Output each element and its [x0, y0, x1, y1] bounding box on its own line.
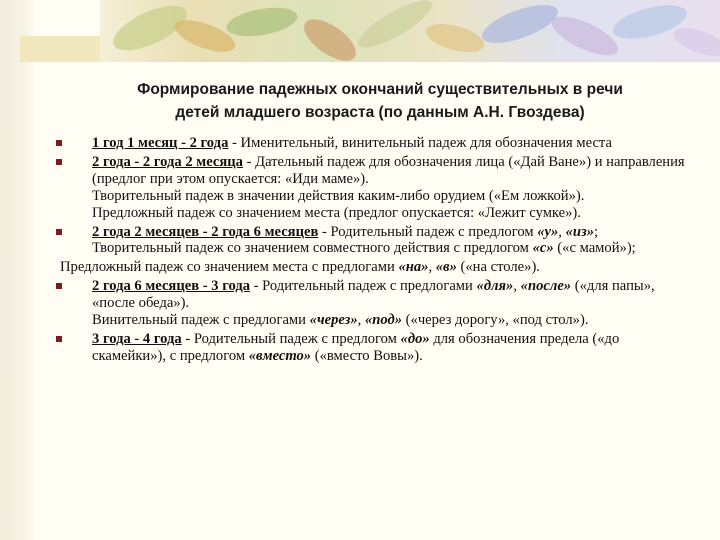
age-period: 2 года - 2 года 2 месяца [92, 153, 243, 170]
age-period: 3 года - 4 года [92, 330, 182, 347]
preposition: «для» [476, 278, 514, 295]
preposition: «на» [398, 259, 429, 276]
preposition: «под» [364, 312, 403, 329]
item-text: , [357, 312, 365, 329]
item-text: Винительный падеж с предлогами [92, 312, 310, 329]
item-text: - Родительный падеж с предлогом [181, 330, 401, 347]
square-bullet-icon [56, 140, 62, 146]
list-item [92, 135, 690, 152]
item-text: - Дательный падеж для обозначения лица («Дай Ване») и направления (предлог при этом опускается: «Иди маме»). [92, 153, 685, 187]
decorative-leaf-banner [0, 0, 720, 62]
list-item [92, 154, 690, 222]
preposition: «с» [532, 240, 554, 257]
item-text: Предложный падеж со значением места (предлог опускается: «Лежит сумке»). [92, 204, 581, 221]
slide-content [60, 135, 690, 367]
list-item [92, 278, 690, 329]
square-bullet-icon [56, 229, 62, 235]
preposition: «до» [400, 330, 430, 347]
item-text: , [428, 259, 436, 276]
item-text: («на столе»). [456, 259, 540, 276]
left-decorative-band [0, 0, 36, 540]
age-period: 1 год 1 месяц - 2 года [92, 135, 229, 151]
item-text: («вместо Вовы»). [311, 347, 423, 364]
preposition: «из» [565, 223, 594, 240]
item-text: - Именительный, винительный падеж для обозначения места [228, 135, 612, 151]
preposition: «после» [520, 278, 572, 295]
preposition: «вместо» [248, 347, 312, 364]
square-bullet-icon [56, 159, 62, 165]
square-bullet-icon [56, 283, 62, 289]
item-text: для обозначения предела («до скамейки»), с предлогом [92, 330, 620, 364]
list-item [92, 224, 690, 258]
item-text: Предложный падеж со значением места с предлогами [60, 259, 399, 276]
title-line-1: Формирование падежных окончаний существительных в речи [137, 81, 623, 98]
preposition: «через» [309, 312, 358, 329]
preposition: «у» [537, 223, 559, 240]
item-text: ; Творительный падеж со значением совместного действия с предлогом [92, 223, 599, 257]
item-text: - Родительный падеж с предлогами [250, 278, 477, 295]
item-text: («с мамой»); [553, 240, 636, 257]
item-text: , [513, 278, 521, 295]
preposition: «в» [435, 259, 457, 276]
item-text: («для папы», «после обеда»). [92, 278, 655, 312]
slide-title [60, 78, 700, 124]
age-period: 2 года 6 месяцев - 3 года [92, 278, 251, 295]
item-text: («через дорогу», «под стол»). [402, 312, 589, 329]
age-period: 2 года 2 месяцев - 2 года 6 месяцев [92, 223, 319, 240]
item-text: , [558, 223, 566, 240]
list-continuation [60, 259, 690, 276]
title-line-2: детей младшего возраста (по данным А.Н. Гвоздева) [175, 104, 585, 121]
square-bullet-icon [56, 336, 62, 342]
list-item [92, 331, 690, 365]
item-text: Творительный падеж в значении действия каким-либо орудием («Ем ложкой»). [92, 187, 585, 204]
item-text: - Родительный падеж с предлогом [318, 223, 538, 240]
